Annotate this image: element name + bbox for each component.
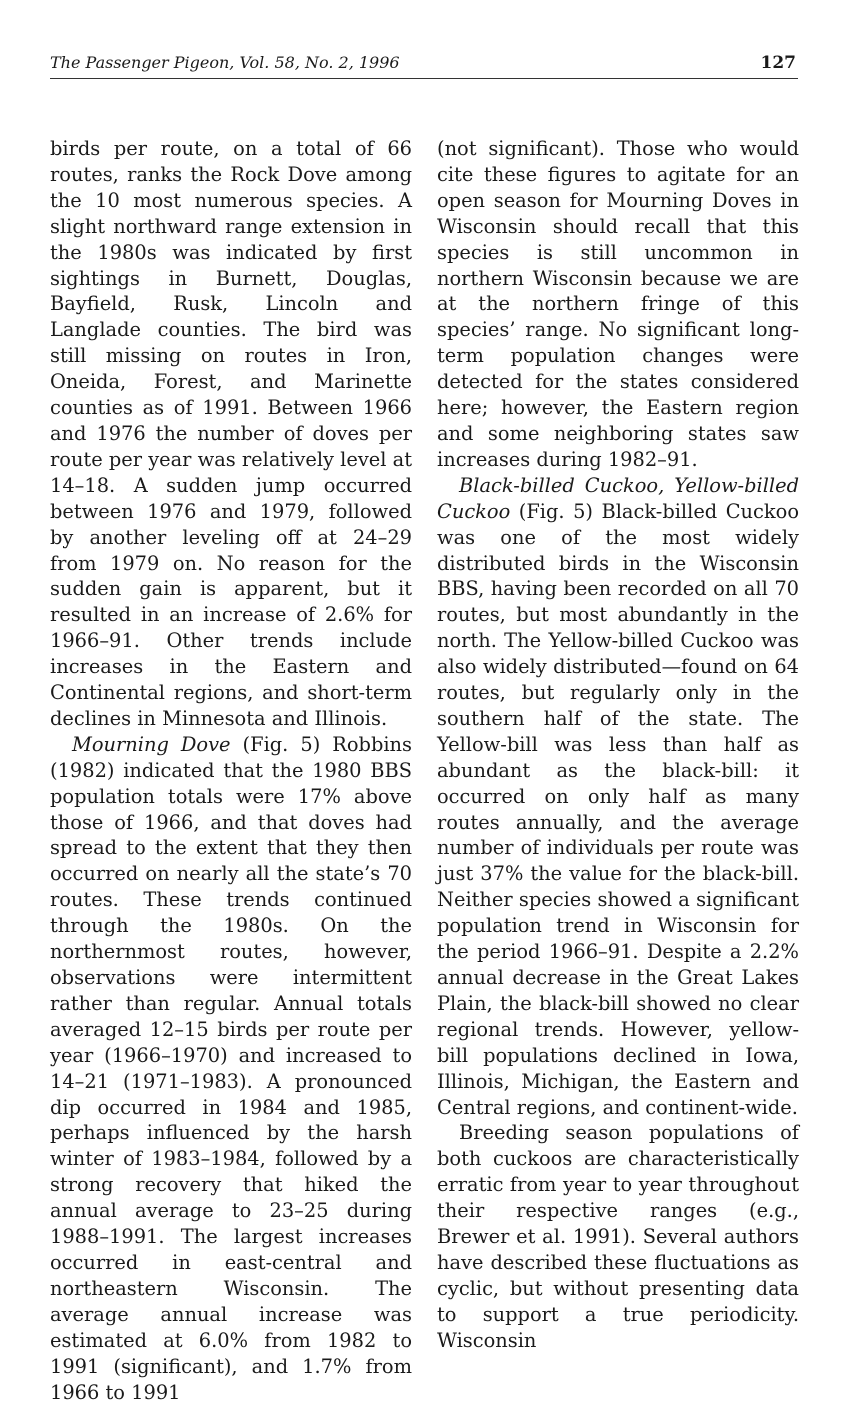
paragraph-breeding-season: Breeding season populations of both cuckoos are characteristically erratic from year to year throughout their respective ranges (e.g., Brewer et al. 1991). Several authors have described these fluctuations as cyclic, but without presenting data to support a true periodicity. Wisconsin bbox=[437, 1121, 799, 1352]
species-heading-mourning-dove: Mourning Dove bbox=[72, 732, 231, 756]
paragraph-mourning-dove bbox=[50, 732, 412, 1405]
species-heading-cuckoos: Black-billed Cuckoo, Yellow-billed Cuckoo bbox=[437, 473, 799, 523]
running-header bbox=[50, 52, 798, 79]
paragraph-cuckoos bbox=[437, 473, 799, 1121]
journal-title: The Passenger Pigeon, Vol. 58, No. 2, 1996 bbox=[50, 53, 400, 72]
right-column bbox=[437, 136, 799, 1354]
page-number: 127 bbox=[760, 53, 796, 73]
paragraph-text: (Fig. 5) Robbins (1982) indicated that the 1980 BBS population totals were 17% above those of 1966, and that doves had spread to the extent that they then occurred on nearly all the state’s 70 routes. These trends continued through the 1980s. On the northernmost routes, however, observations were intermittent rather than regular. Annual totals averaged 12–15 birds per route per year (1966–1970) and increased to 14–21 (1971–1983). A pronounced dip occurred in 1984 and 1985, perhaps influenced by the harsh winter of 1983–1984, followed by a strong recovery that hiked the annual average to 23–25 during 1988–1991. The largest increases occurred in east-central and northeastern Wisconsin. The average annual increase was estimated at 6.0% from 1982 to 1991 (significant), and 1.7% from 1966 to 1991 bbox=[50, 732, 412, 1404]
left-column bbox=[50, 136, 412, 1405]
paragraph-mourning-dove-continued: (not significant). Those who would cite these figures to agitate for an open season for Mourning Doves in Wisconsin should recall that this species is still uncommon in northern Wisconsin because we are at the northern fringe of this species’ range. No significant long-term population changes were detected for the states considered here; however, the Eastern region and some neighboring states saw increases during 1982–91. bbox=[437, 137, 799, 471]
paragraph-text: (Fig. 5) Black-billed Cuckoo was one of the most widely distributed birds in the Wisconsin BBS, having been recorded on all 70 routes, but most abundantly in the north. The Yellow-billed Cuckoo was also widely distributed—found on 64 routes, but regularly only in the southern half of the state. The Yellow-bill was less than half as abundant as the black-bill: it occurred on only half as many routes annually, and the average number of individuals per route was just 37% the value for the black-bill. Neither species showed a significant population trend in Wisconsin for the period 1966–91. Despite a 2.2% annual decrease in the Great Lakes Plain, the black-bill showed no clear regional trends. However, yellow-bill populations declined in Iowa, Illinois, Michigan, the Eastern and Central regions, and continent-wide. bbox=[437, 499, 799, 1119]
paragraph-rock-dove-continued: birds per route, on a total of 66 routes, ranks the Rock Dove among the 10 most numerous species. A slight northward range extension in the 1980s was indicated by first sightings in Burnett, Douglas, Bayfield, Rusk, Lincoln and Langlade counties. The bird was still missing on routes in Iron, Oneida, Forest, and Marinette counties as of 1991. Between 1966 and 1976 the number of doves per route per year was relatively level at 14–18. A sudden jump occurred between 1976 and 1979, followed by another leveling off at 24–29 from 1979 on. No reason for the sudden gain is apparent, but it resulted in an increase of 2.6% for 1966–91. Other trends include increases in the Eastern and Continental regions, and short-term declines in Minnesota and Illinois. bbox=[50, 137, 412, 730]
